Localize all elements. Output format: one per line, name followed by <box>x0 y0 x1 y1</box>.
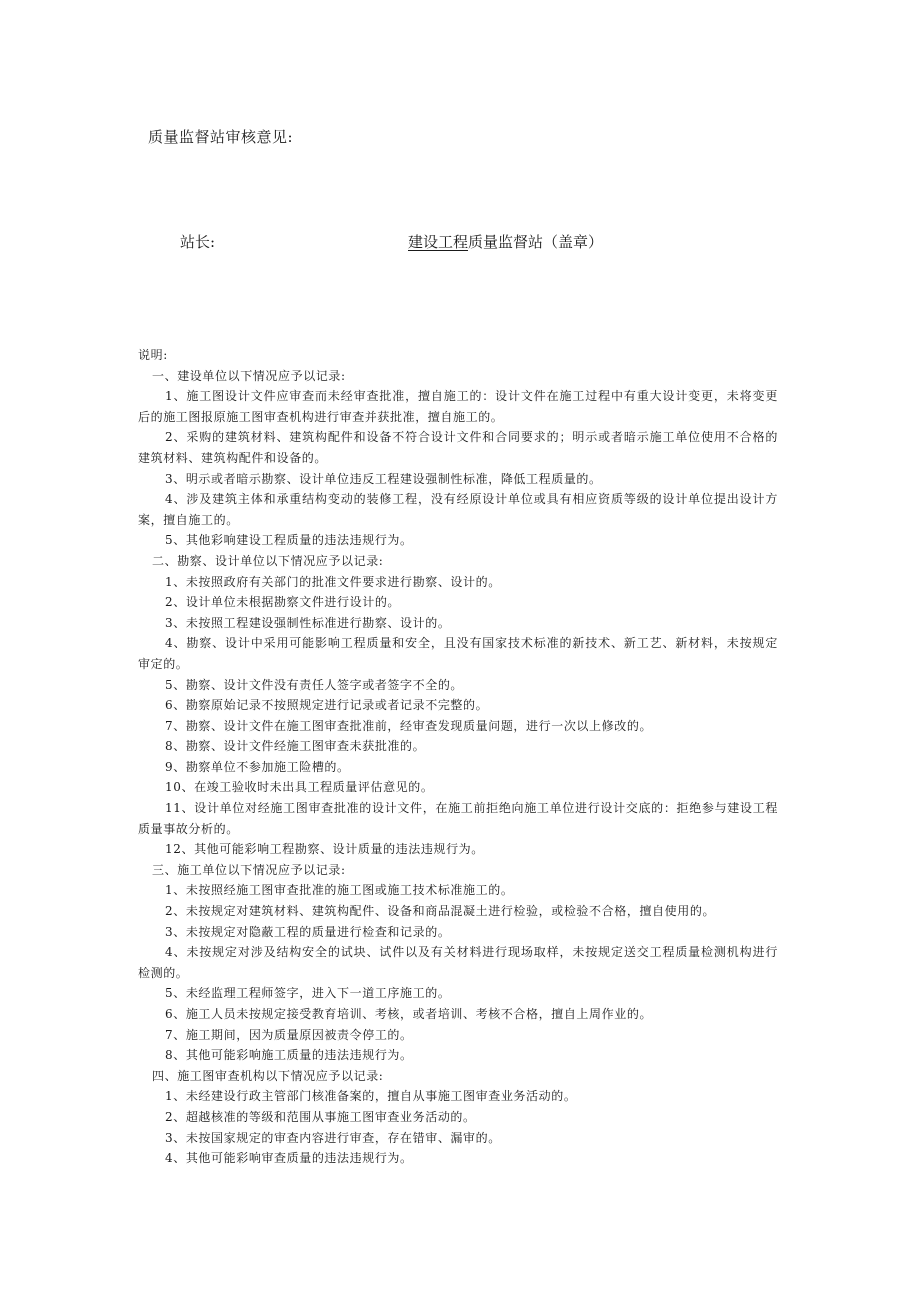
station-head-label: 站长: <box>180 233 216 251</box>
list-item: 7、勘察、设计文件在施工图审查批准前，经审查发现质量问题，进行一次以上修改的。 <box>165 718 653 733</box>
list-item: 8、其他可能彩响施工质量的违法违规行为。 <box>165 1048 413 1063</box>
list-item: 2、设计单位未根据勘察文件进行设计的。 <box>165 595 401 610</box>
list-item: 5、未经监理工程师签字，进入下一道工序施工的。 <box>165 986 451 1001</box>
list-item: 1、施工图设计文件应审查而未经审查批准，擅自施工的：设计文件在施工过程中有重大设计变更，未将变更后的施工图报原施工图审查机构进行审查并获批准，擅自施工的。 <box>138 389 778 424</box>
list-item: 1、未经建设行政主管部门核准备案的，擅自从事施工图审查业务活动的。 <box>165 1089 577 1104</box>
list-item: 4、勘察、设计中采用可能影响工程质量和安全，且没有国家技术标准的新技术、新工艺、新材料，未按规定审定的。 <box>138 636 778 671</box>
list-item: 2、未按规定对建筑材料、建筑构配件、设备和商品混凝土进行检验，或检验不合格，擅自使用的。 <box>165 904 716 919</box>
seal-underlined-text: 建设工程 <box>408 233 469 251</box>
section-title: 三、施工单位以下情况应予以记录: <box>152 862 346 877</box>
list-item: 6、勘察原始记录不按照规定进行记录或者记录不完整的。 <box>165 698 489 713</box>
seal-line <box>408 231 603 252</box>
list-item: 1、未按照经施工图审查批准的施工图或施工技术标准施工的。 <box>165 883 514 898</box>
list-item: 7、施工期间，因为质量原因被责令停工的。 <box>165 1027 413 1042</box>
section-title: 四、施工图审查机构以下情况应予以记录: <box>152 1068 384 1083</box>
review-opinion-title: 质量监督站审核意见: <box>148 128 294 146</box>
list-item: 5、其他彩响建设工程质量的违法违规行为。 <box>165 533 413 548</box>
list-item: 10、在竣工验收时未出具工程质量评估意见的。 <box>165 780 434 795</box>
seal-rest-text: 质量监督站（盖章） <box>468 233 604 251</box>
list-item: 8、勘察、设计文件经施工图审查未获批准的。 <box>165 739 426 754</box>
list-item: 12、其他可能彩响工程勘察、设计质量的违法违规行为。 <box>165 842 484 857</box>
list-item: 6、施工人员未按规定接受教育培训、考核，或者培训、考核不合格，擅自上周作业的。 <box>165 1007 653 1021</box>
notes-block <box>138 345 778 1169</box>
section-title: 一、建设单位以下情况应予以记录: <box>152 368 346 383</box>
list-item: 4、未按规定对涉及结构安全的试块、试件以及有关材料进行现场取样，未按规定送交工程质量检测机构进行检测的。 <box>138 945 778 980</box>
list-item: 4、其他可能彩响审查质量的违法违规行为。 <box>165 1151 413 1166</box>
list-item: 4、涉及建筑主体和承重结构变动的装修工程，没有经原设计单位或具有相应资质等级的设计单位提出设计方案，擅自施工的。 <box>138 492 778 527</box>
list-item: 2、采购的建筑材料、建筑构配件和设备不符合设计文件和合同要求的；明示或者暗示施工单位使用不合格的建筑材料、建筑构配件和设备的。 <box>138 430 778 465</box>
section-title: 二、勘察、设计单位以下情况应予以记录: <box>152 553 384 568</box>
list-item: 1、未按照政府有关部门的批准文件要求进行勘察、设计的。 <box>165 574 501 589</box>
list-item: 11、设计单位对经施工图审查批准的设计文件，在施工前拒绝向施工单位进行设计交底的：拒绝参与建设工程质量事故分析的。 <box>138 801 778 836</box>
list-item: 2、超越核准的等级和范围从事施工图审查业务活动的。 <box>165 1109 476 1124</box>
list-item: 3、未按照工程建设强制性标准进行勘察、设计的。 <box>165 615 451 630</box>
list-item: 9、勘察单位不参加施工险槽的。 <box>165 759 350 774</box>
list-item: 3、未按规定对隐蔽工程的质量进行检查和记录的。 <box>165 924 451 939</box>
list-item: 5、勘察、设计文件没有责任人签字或者签字不全的。 <box>165 677 464 692</box>
notes-heading: 说明: <box>138 348 168 362</box>
list-item: 3、明示或者暗示勘察、设计单位违反工程建设强制性标准，降低工程质量的。 <box>165 471 602 486</box>
list-item: 3、未按国家规定的审查内容进行审查，存在错审、漏审的。 <box>165 1130 501 1145</box>
